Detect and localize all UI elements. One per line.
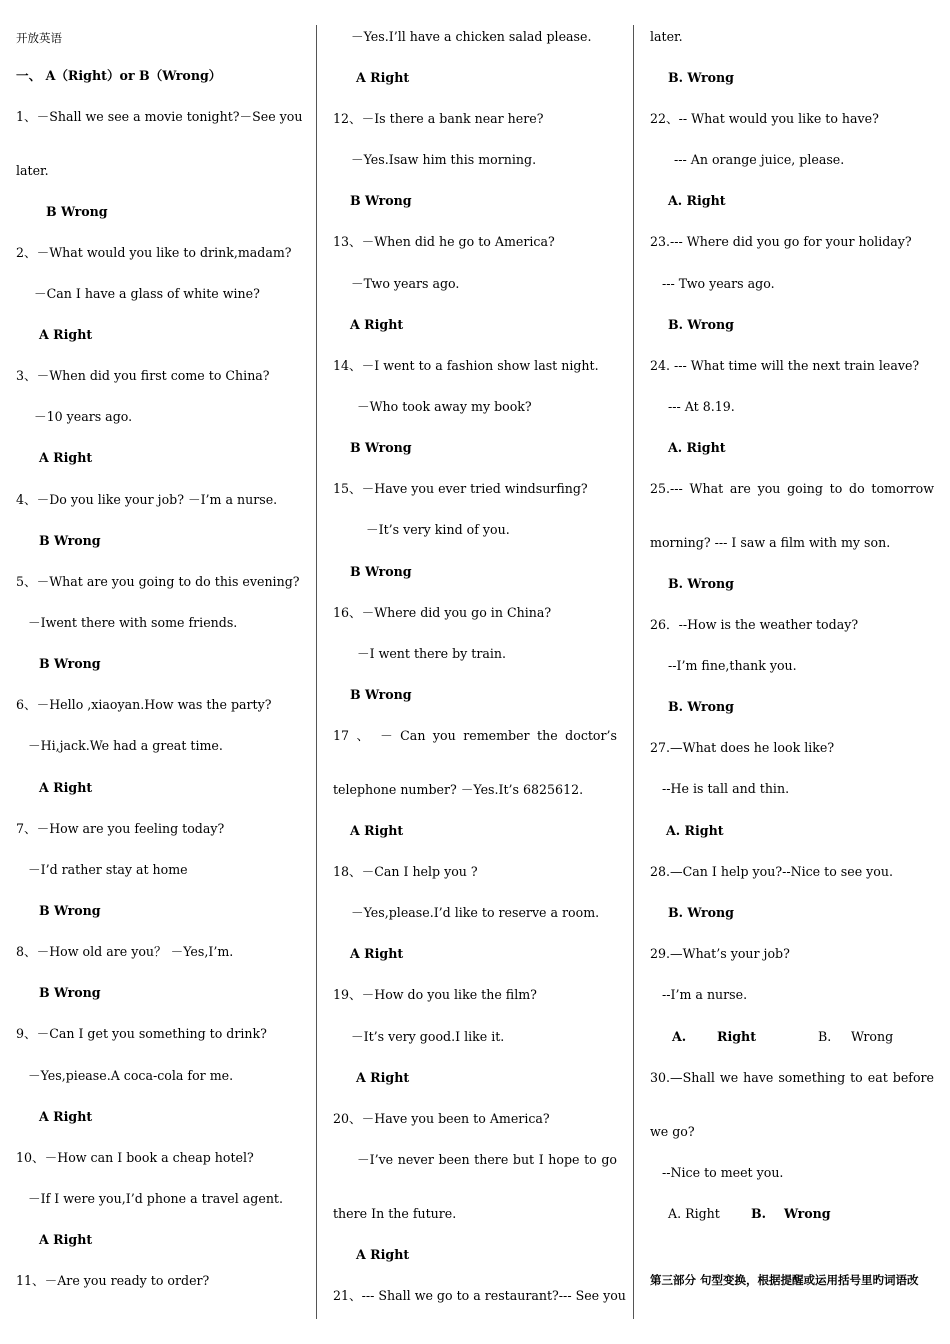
question-line: 26．--How is the weather today?	[650, 617, 859, 632]
question-line: telephone number? －Yes.It’s 6825612.	[333, 782, 584, 797]
question-line: 25.--- What are you going to do tomorrow	[650, 481, 934, 496]
answer-line: A Right	[39, 1232, 93, 1247]
question-line: 15、－Have you ever tried windsurfing?	[333, 481, 588, 496]
section-heading: 一、 A（Right）or B（Wrong）	[16, 68, 222, 83]
reply-line: －10 years ago.	[34, 409, 133, 424]
question-line: 1、－Shall we see a movie tonight?－See you	[16, 109, 303, 124]
reply-line: －I’d rather stay at home	[28, 862, 188, 877]
option-b-text: Wrong	[851, 1029, 894, 1044]
answer-line: A Right	[350, 317, 404, 332]
document-title: 开放英语	[16, 31, 62, 45]
answer-line: A. Right	[668, 193, 726, 208]
question-line: 17 、 － Can you remember the doctor’s	[333, 728, 617, 743]
reply-line: --I’m fine,thank you.	[668, 658, 797, 673]
question-line: 24. --- What time will the next train leave?	[650, 358, 920, 373]
column-divider	[316, 25, 317, 1319]
question-line: 21、--- Shall we go to a restaurant?--- See you	[333, 1288, 626, 1303]
question-line: 10、－How can I book a cheap hotel?	[16, 1150, 254, 1165]
answer-line: B. Wrong	[668, 905, 734, 920]
reply-line: －I went there by train.	[357, 646, 506, 661]
answer-line: B Wrong	[350, 440, 412, 455]
reply-line: －Yes.Isaw him this morning.	[351, 152, 537, 167]
answer-line: A Right	[39, 1109, 93, 1124]
question-line: later.	[650, 29, 683, 44]
reply-line: --- Two years ago.	[662, 276, 775, 291]
answer-line: B Wrong	[350, 193, 412, 208]
reply-line: －It’s very good.I like it.	[351, 1029, 505, 1044]
question-line: 8、－How old are you？ －Yes,I’m.	[16, 944, 234, 959]
answer-line: A Right	[356, 70, 410, 85]
answer-line: B Wrong	[350, 564, 412, 579]
reply-line: there In the future.	[333, 1206, 457, 1221]
reply-line: －Iwent there with some friends.	[28, 615, 238, 630]
question-line: 4、－Do you like your job? －I’m a nurse.	[16, 492, 278, 507]
reply-line: －Yes,please.I’d like to reserve a room.	[351, 905, 600, 920]
answer-line: A Right	[39, 780, 93, 795]
question-line: later.	[16, 163, 49, 178]
question-line: 23.--- Where did you go for your holiday?	[650, 234, 912, 249]
answer-line: B Wrong	[46, 204, 108, 219]
question-line: 14、－I went to a fashion show last night.	[333, 358, 599, 373]
answer-line: B. Wrong	[668, 576, 734, 591]
column-3	[650, 0, 934, 1344]
question-line: 6、－Hello ,xiaoyan.How was the party?	[16, 697, 272, 712]
question-line: 7、－How are you feeling today?	[16, 821, 225, 836]
answer-line: A. Right	[668, 440, 726, 455]
question-line: morning? --- I saw a film with my son.	[650, 535, 891, 550]
question-line: 28.—Can I help you?--Nice to see you.	[650, 864, 893, 879]
section-heading: 第三部分 句型变换，根据提醒或运用括号里旳词语改	[650, 1273, 919, 1287]
option-b-label: B.	[818, 1029, 832, 1044]
question-line: 18、－Can I help you ?	[333, 864, 478, 879]
option-a-text: A. Right	[668, 1206, 720, 1221]
answer-line: A Right	[39, 450, 93, 465]
answer-line: A Right	[350, 823, 404, 838]
answer-line: B Wrong	[350, 687, 412, 702]
option-b-label: B.	[751, 1206, 767, 1221]
option-a-text: Right	[717, 1029, 757, 1044]
reply-line: －Can I have a glass of white wine?	[34, 286, 260, 301]
reply-line: －Yes.I’ll have a chicken salad please.	[351, 29, 592, 44]
answer-line: A Right	[39, 327, 93, 342]
question-line: 9、－Can I get you something to drink?	[16, 1026, 267, 1041]
answer-line: A. Right	[666, 823, 724, 838]
question-line: 20、－Have you been to America?	[333, 1111, 550, 1126]
question-line: 29.—What’s your job?	[650, 946, 790, 961]
reply-line: --I’m a nurse.	[662, 987, 748, 1002]
question-line: 12、－Is there a bank near here?	[333, 111, 544, 126]
column-2	[333, 0, 626, 1344]
question-line: 19、－How do you like the film?	[333, 987, 537, 1002]
answer-line: B. Wrong	[668, 699, 734, 714]
answer-line: B. Wrong	[668, 70, 734, 85]
question-line: 5、－What are you going to do this evening?	[16, 574, 300, 589]
reply-line: －Two years ago.	[351, 276, 460, 291]
answer-line: B Wrong	[39, 985, 101, 1000]
answer-line: A Right	[356, 1247, 410, 1262]
reply-line: --- An orange juice, please.	[674, 152, 845, 167]
answer-line: B Wrong	[39, 656, 101, 671]
answer-line: B Wrong	[39, 903, 101, 918]
option-a-label: A.	[672, 1029, 687, 1044]
option-b-text: Wrong	[784, 1206, 831, 1221]
reply-line: －I’ve never been there but I hope to go	[357, 1152, 617, 1167]
question-line: 16、－Where did you go in China?	[333, 605, 552, 620]
reply-line: －Who took away my book?	[357, 399, 532, 414]
reply-line: －Hi,jack.We had a great time.	[28, 738, 223, 753]
reply-line: －Yes,piease.A coca-cola for me.	[28, 1068, 234, 1083]
reply-line: --Nice to meet you.	[662, 1165, 784, 1180]
question-line: 13、－When did he go to America?	[333, 234, 555, 249]
column-1	[16, 0, 302, 1344]
reply-line: --He is tall and thin.	[662, 781, 790, 796]
question-line: we go?	[650, 1124, 695, 1139]
answer-line: B Wrong	[39, 533, 101, 548]
reply-line: --- At 8.19.	[668, 399, 735, 414]
column-divider	[633, 25, 634, 1319]
question-line: 27.—What does he look like?	[650, 740, 835, 755]
question-line: 30.—Shall we have something to eat before	[650, 1070, 934, 1085]
answer-line: A Right	[350, 946, 404, 961]
reply-line: －If I were you,I’d phone a travel agent.	[28, 1191, 283, 1206]
question-line: 22、-- What would you like to have?	[650, 111, 879, 126]
question-line: 11、－Are you ready to order?	[16, 1273, 210, 1288]
answer-line: B. Wrong	[668, 317, 734, 332]
question-line: 2、－What would you like to drink,madam?	[16, 245, 292, 260]
reply-line: －It’s very kind of you.	[366, 522, 510, 537]
answer-line: A Right	[356, 1070, 410, 1085]
question-line: 3、－When did you first come to China?	[16, 368, 270, 383]
